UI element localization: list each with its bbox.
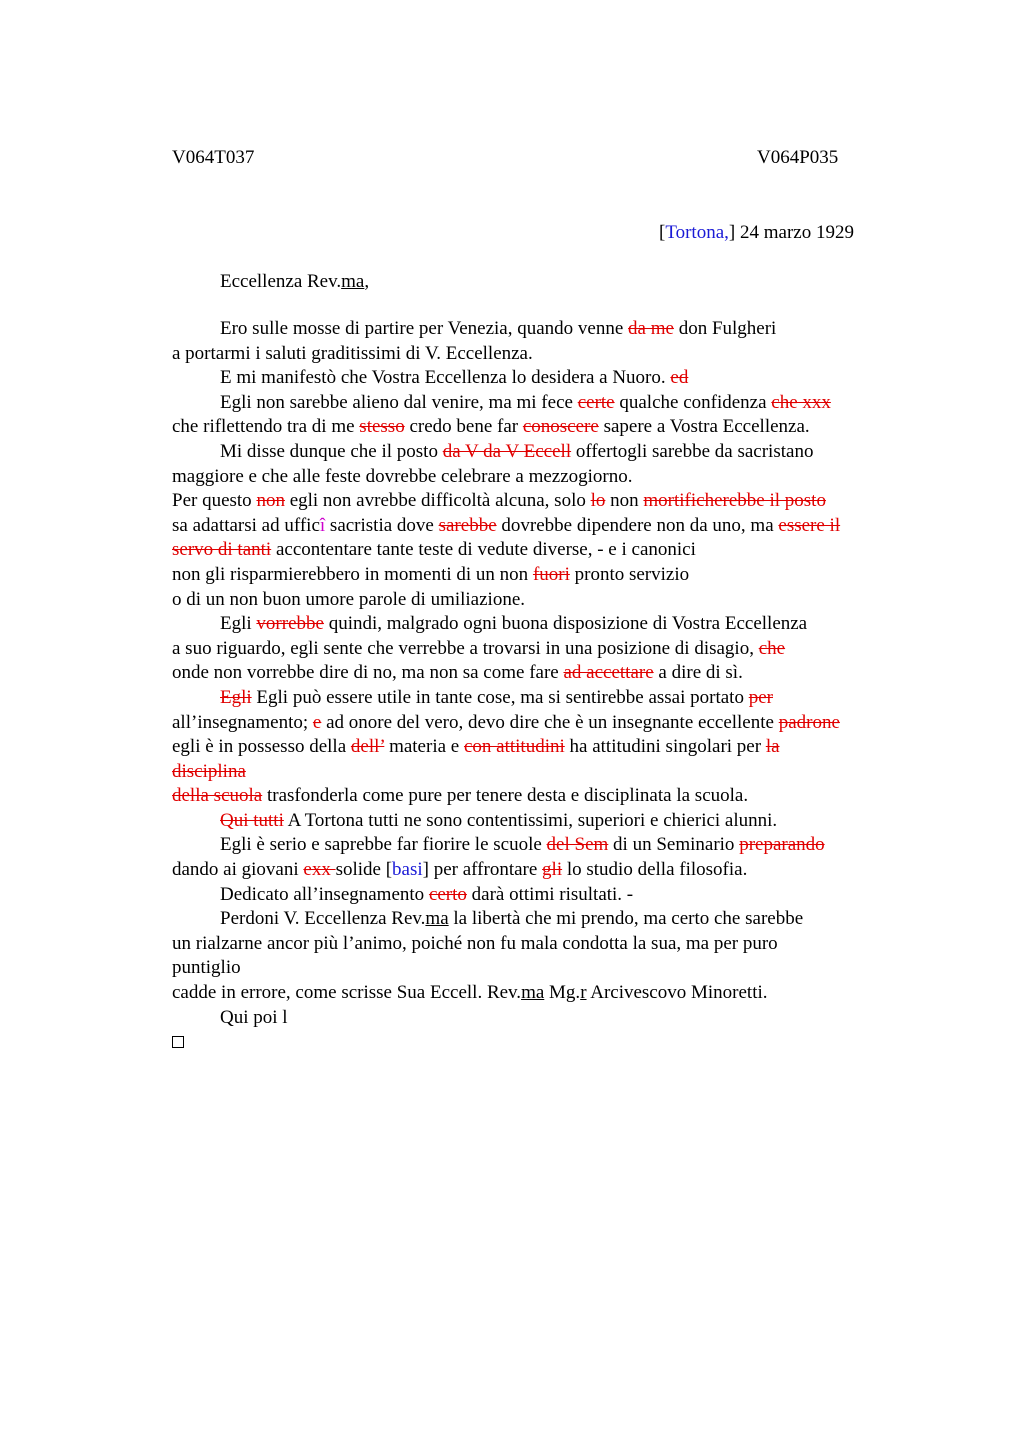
text-line: maggiore e che alle feste dovrebbe celebrare a mezzogiorno.: [172, 465, 633, 487]
text-line: non gli risparmierebbero in momenti di un non fuori pronto servizio: [172, 563, 690, 585]
header-left-code: V064T037: [172, 147, 255, 168]
text-line: onde non vorrebbe dire di no, ma non sa come fare ad accettare a dire di sì.: [172, 662, 743, 684]
text-line: che riflettendo tra di me stesso credo bene far conoscere sapere a Vostra Eccellenza.: [172, 416, 810, 438]
date-line: [Tortona,] 24 marzo 1929: [659, 222, 854, 243]
text-line: puntiglio: [172, 957, 241, 979]
text-line: a portarmi i saluti graditissimi di V. Eccellenza.: [172, 342, 533, 364]
text-line: [172, 1030, 902, 1055]
text-line: E mi manifestò che Vostra Eccellenza lo desidera a Nuoro. ed: [220, 367, 689, 389]
text-line: un rialzarne ancor più l’animo, poiché non fu mala condotta la sua, ma per puro: [172, 932, 778, 954]
uncertain-char: î: [319, 514, 326, 536]
text-line: Egli Egli può essere utile in tante cose, ma si sentirebbe assai portato per: [220, 686, 773, 708]
text-line: egli è in possesso della dell’ materia e con attitudini ha attitudini singolari per la: [172, 736, 780, 758]
text-line: Mi disse dunque che il posto da V da V Eccell offertogli sarebbe da sacristano: [220, 440, 814, 462]
letter-date: 24 marzo 1929: [739, 222, 854, 243]
text-line: Dedicato all’insegnamento certo darà ottimi risultati. -: [220, 883, 634, 905]
text-line: cadde in errore, come scrisse Sua Eccell. Rev.ma Mg.r Arcivescovo Minoretti.: [172, 982, 768, 1004]
text-line: sa adattarsi ad ufficî sacristia dove sarebbe dovrebbe dipendere non da uno, ma essere il: [172, 514, 841, 536]
text-line: all’insegnamento; e ad onore del vero, devo dire che è un insegnante eccellente padrone: [172, 711, 840, 733]
editorial-place: Tortona,: [665, 222, 729, 243]
text-line: Per questo non egli non avrebbe difficoltà alcuna, solo lo non mortificherebbe il posto: [172, 490, 826, 512]
text-line: Egli è serio e saprebbe far fiorire le scuole del Sem di un Seminario preparando: [220, 834, 825, 856]
text-line: dando ai giovani exx solide [basi] per affrontare gli lo studio della filosofia.: [172, 859, 748, 881]
text-line: Qui poi l: [220, 1006, 288, 1028]
text-line: Perdoni V. Eccellenza Rev.ma la libertà che mi prendo, ma certo che sarebbe: [220, 908, 804, 930]
text-line: disciplina: [172, 760, 246, 782]
text-line: Qui tutti A Tortona tutti ne sono contentissimi, superiori e chierici alunni.: [220, 809, 778, 831]
text-line: della scuola trasfonderla come pure per tenere desta e disciplinata la scuola.: [172, 785, 749, 807]
text-line: Egli non sarebbe alieno dal venire, ma mi fece certe qualche confidenza che xxx: [220, 391, 831, 413]
salutation: Eccellenza Rev.ma,: [220, 271, 370, 292]
text-line: a suo riguardo, egli sente che verrebbe a trovarsi in una posizione di disagio, che: [172, 637, 786, 659]
text-line: servo di tanti accontentare tante teste di vedute diverse, - e i canonici: [172, 539, 696, 561]
text-line: Egli vorrebbe quindi, malgrado ogni buona disposizione di Vostra Eccellenza: [220, 613, 808, 635]
text-line: Ero sulle mosse di partire per Venezia, quando venne da me don Fulgheri: [220, 318, 777, 339]
text-line: o di un non buon umore parole di umiliazione.: [172, 588, 526, 610]
letter-body: [172, 317, 902, 1055]
empty-square-icon: [172, 1036, 184, 1048]
header-right-code: V064P035: [757, 147, 839, 168]
editorial-insertion: basi: [392, 859, 423, 881]
